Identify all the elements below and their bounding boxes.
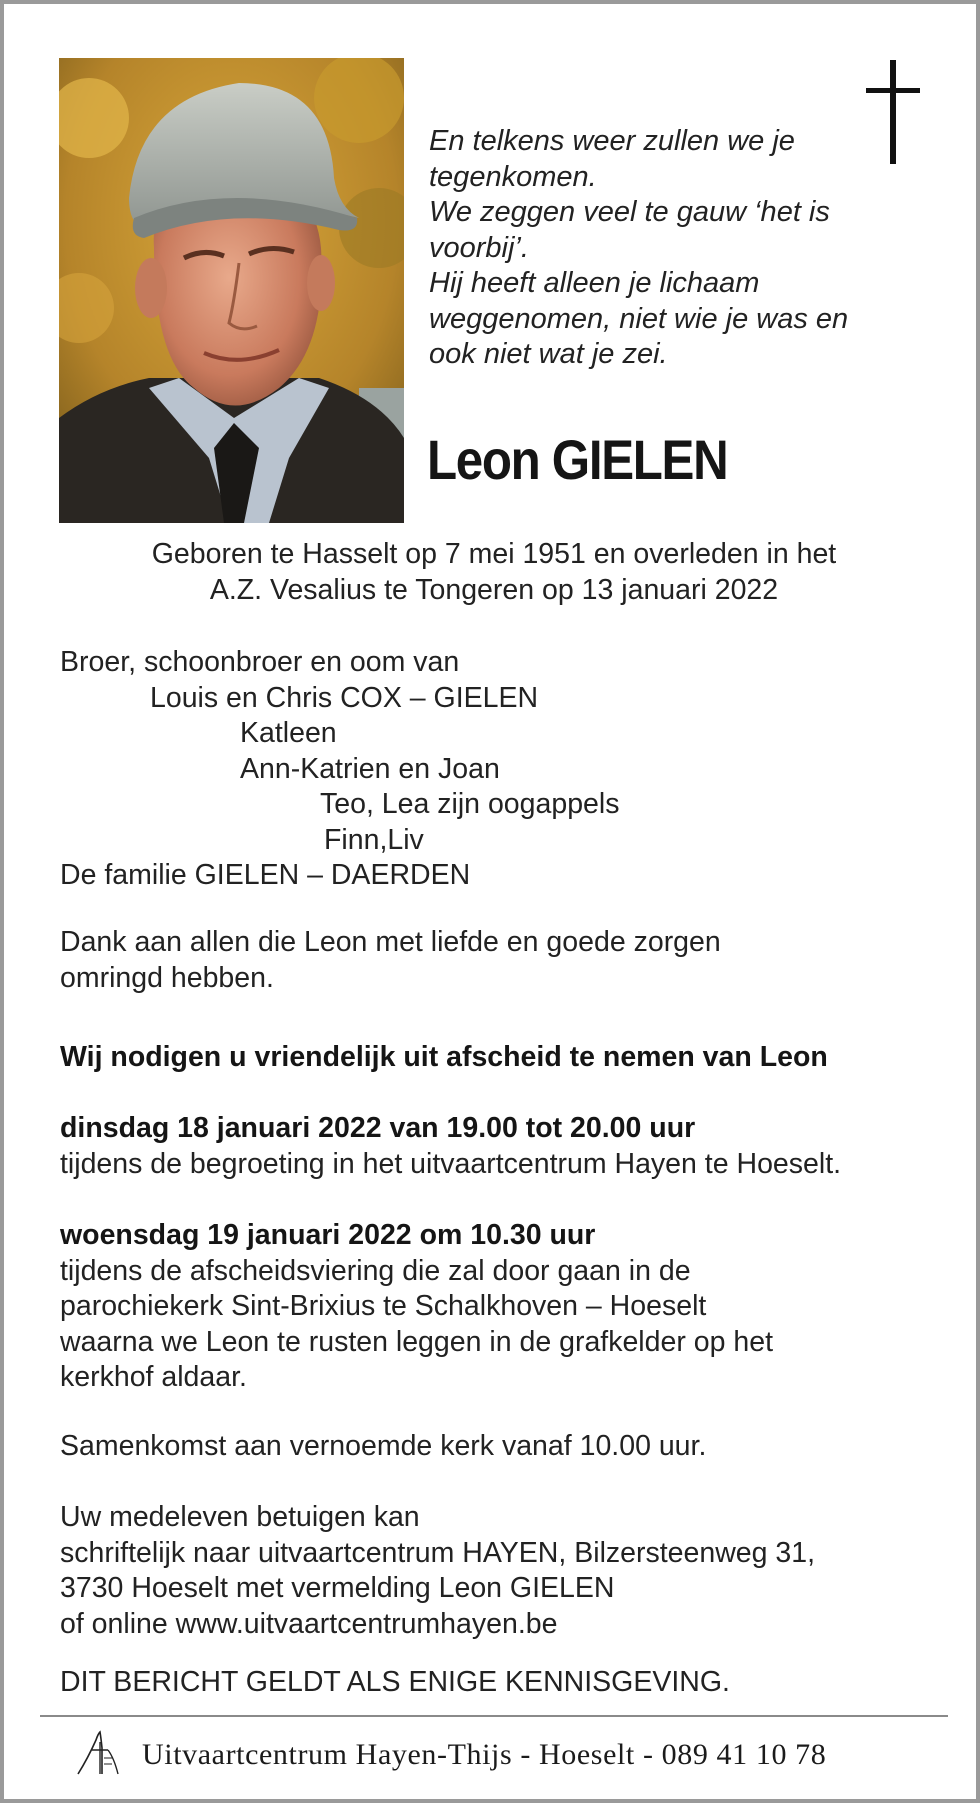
family-member: Teo, Lea zijn oogappels <box>320 788 620 820</box>
footer-contact: Uitvaartcentrum Hayen-Thijs - Hoeselt - 089 41 10 78 <box>142 1738 827 1771</box>
notice-text: DIT BERICHT GELDT ALS ENIGE KENNISGEVING. <box>60 1666 730 1698</box>
family-member: Katleen <box>240 717 337 749</box>
thanks-text <box>60 925 721 996</box>
family-member: Louis en Chris COX – GIELEN <box>150 681 539 714</box>
thanks-line: omringd hebben. <box>60 961 274 994</box>
poem-line: Hij heeft alleen je lichaam <box>429 267 760 299</box>
thanks-line: Dank aan allen die Leon met liefde en goede zorgen <box>60 926 721 958</box>
poem-line: tegenkomen. <box>429 160 597 193</box>
family-member: Finn,Liv <box>324 823 424 856</box>
gathering-text: Samenkomst aan vernoemde kerk vanaf 10.00 uur. <box>60 1430 707 1462</box>
invitation-heading: Wij nodigen u vriendelijk uit afscheid te nemen van Leon <box>60 1041 828 1073</box>
poem-line: ook niet wat je zei. <box>429 338 668 370</box>
poem-line: En telkens weer zullen we je <box>429 125 795 157</box>
funeral-home-logo-icon <box>74 1728 126 1780</box>
event-tuesday <box>60 1111 841 1182</box>
event-line: tijdens de begroeting in het uitvaartcentrum Hayen te Hoeselt. <box>60 1147 842 1180</box>
birth-death-info <box>60 537 928 608</box>
event-line: waarna we Leon te rusten leggen in de grafkelder op het <box>60 1325 773 1358</box>
event-line: tijdens de afscheidsviering die zal door gaan in de <box>60 1254 691 1287</box>
family-outro: De familie GIELEN – DAERDEN <box>60 859 471 891</box>
deceased-name: Leon GIELEN <box>427 428 728 491</box>
footer-divider <box>40 1715 948 1717</box>
condolence-line: of online www.uitvaartcentrumhayen.be <box>60 1607 558 1640</box>
condolence-line: schriftelijk naar uitvaartcentrum HAYEN, Bilzersteenweg 31, <box>60 1536 816 1569</box>
poem-line: weggenomen, niet wie je was en <box>429 302 849 335</box>
birth-death-line: A.Z. Vesalius te Tongeren op 13 januari 2022 <box>209 573 779 606</box>
poem-line: voorbij’. <box>429 231 529 264</box>
event-line: kerkhof aldaar. <box>60 1361 247 1393</box>
portrait-photo <box>59 58 404 523</box>
poem-line: We zeggen veel te gauw ‘het is <box>429 196 830 228</box>
condolence-line: Uw medeleven betuigen kan <box>60 1501 420 1533</box>
birth-death-line: Geboren te Hasselt op 7 mei 1951 en overleden in het <box>151 538 837 570</box>
condolences-text <box>60 1500 815 1642</box>
event-wednesday <box>60 1218 773 1396</box>
event-date: dinsdag 18 januari 2022 van 19.00 tot 20.00 uur <box>60 1112 696 1144</box>
family-list <box>60 645 619 894</box>
family-member: Ann-Katrien en Joan <box>240 752 500 785</box>
memorial-poem <box>429 124 869 373</box>
event-line: parochiekerk Sint-Brixius te Schalkhoven – Hoeselt <box>60 1290 707 1322</box>
event-date: woensdag 19 januari 2022 om 10.30 uur <box>60 1219 596 1251</box>
cross-icon <box>864 60 924 164</box>
condolence-line: 3730 Hoeselt met vermelding Leon GIELEN <box>60 1572 615 1604</box>
family-intro: Broer, schoonbroer en oom van <box>60 646 460 678</box>
